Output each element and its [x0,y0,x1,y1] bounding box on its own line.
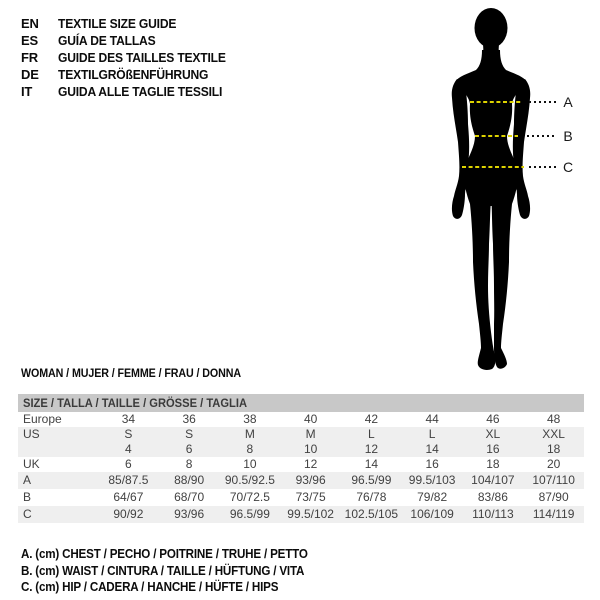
size-cell: 64/67 [113,490,144,504]
size-cell: 10 [303,442,318,456]
table-row-europe [18,412,584,427]
size-cell: 107/110 [532,473,575,487]
size-cell: 114/119 [532,507,575,521]
language-code: FR [21,50,38,65]
size-cell: 90.5/92.5 [224,473,275,487]
row-label: C [23,507,32,521]
table-row-uk [18,457,584,472]
language-code: DE [21,67,39,82]
size-cell: 16 [425,457,439,471]
size-cell: S [124,427,133,441]
size-cell: 79/82 [417,490,448,504]
size-cell: 14 [364,457,379,471]
legend-line-hip [21,579,329,596]
language-label: GUÍA DE TALLAS [58,33,156,48]
size-cell: 12 [364,442,379,456]
size-cell: 83/86 [477,490,508,504]
row-label: Europe [23,412,62,426]
size-table-header [18,394,584,412]
size-cell: 96.5/99 [351,473,392,487]
size-cell: M [305,427,316,441]
language-code: IT [21,84,33,99]
size-cell: 110/113 [472,507,514,521]
category-title-text: WOMAN / MUJER / FEMME / FRAU / DONNA [21,368,242,380]
size-cell: 73/75 [295,490,326,504]
silhouette-right-leg [492,164,519,369]
language-label: TEXTILGRÖßENFÜHRUNG [58,67,209,82]
row-label: A [23,473,32,487]
size-cell: 20 [546,457,561,471]
size-table [18,394,584,523]
measurement-legend [21,546,329,596]
legend-line-chest-text: A. (cm) CHEST / PECHO / POITRINE / TRUHE / PETTO [21,547,308,561]
size-cell: L [428,427,436,441]
size-cell: 96.5/99 [229,507,270,521]
woman-silhouette-figure [425,4,600,370]
table-row-waist [18,489,584,506]
size-cell: 14 [425,442,439,456]
size-cell: 93/96 [174,507,205,521]
measure-label-c: C [562,159,574,175]
size-cell: 8 [185,457,193,471]
legend-line-hip-text: C. (cm) HIP / CADERA / HANCHE / HÜFTE / HIPS [21,580,279,594]
row-label: B [23,490,32,504]
size-cell: 12 [303,457,318,471]
table-row-hip [18,506,584,523]
measure-label-b: B [563,128,573,144]
language-label: GUIDA ALLE TAGLIE TESSILI [58,84,223,99]
language-guide-block [21,15,238,100]
size-cell: XL [485,427,501,441]
size-cell: 99.5/103 [408,473,456,487]
size-cell: 99.5/102 [287,507,334,521]
size-cell: 40 [303,412,318,426]
size-cell: 38 [243,412,257,426]
measure-label-a: A [563,94,573,110]
size-cell: XXL [542,427,565,441]
legend-line-chest [21,546,329,563]
size-cell: 16 [486,442,500,456]
size-cell: L [368,427,375,441]
size-table-header-text: SIZE / TALLA / TAILLE / GRÖSSE / TAGLIA [23,396,248,410]
table-row-chest [18,472,584,489]
size-cell: 104/107 [471,473,515,487]
size-cell: S [185,427,194,441]
size-cell: 68/70 [174,490,205,504]
legend-line-waist-text: B. (cm) WAIST / CINTURA / TAILLE / HÜFTUNG / VITA [21,563,305,578]
size-cell: 6 [185,442,193,456]
silhouette-right-arm [513,79,530,219]
silhouette-left-arm [452,79,469,219]
table-row-us-letters [18,427,584,442]
size-cell: 44 [425,412,439,426]
size-cell: 106/109 [410,507,454,521]
size-cell: 10 [243,457,257,471]
size-cell: 76/78 [356,490,387,504]
size-cell: 42 [364,412,379,426]
size-cell: 18 [486,457,500,471]
size-cell: 93/96 [295,473,326,487]
size-cell: 48 [546,412,561,426]
table-row-us-numbers [18,442,584,457]
row-label: UK [23,457,40,471]
size-cell: 4 [125,442,132,456]
size-cell: 8 [246,442,254,456]
language-label: GUIDE DES TAILLES TEXTILE [58,50,226,65]
language-row [21,32,238,49]
language-code: EN [21,16,39,31]
size-cell: 34 [121,412,136,426]
size-cell: 70/72.5 [229,490,270,504]
size-cell: 6 [125,457,132,471]
row-label: US [23,427,40,441]
size-cell: 36 [182,412,196,426]
language-row [21,66,238,83]
language-row [21,49,238,66]
language-row [21,15,238,32]
language-row [21,83,238,100]
size-cell: 46 [486,412,500,426]
size-cell: 102.5/105 [344,507,399,521]
legend-line-waist [21,563,329,580]
silhouette-left-leg [464,164,496,370]
woman-silhouette [452,8,531,370]
size-cell: 85/87.5 [108,473,149,487]
size-cell: 88/90 [174,473,205,487]
size-cell: M [244,427,255,441]
size-cell: 90/92 [113,507,144,521]
language-code: ES [21,33,38,48]
size-cell: 87/90 [538,490,569,504]
language-label: TEXTILE SIZE GUIDE [58,16,177,31]
category-title [21,368,258,380]
size-cell: 18 [546,442,561,456]
